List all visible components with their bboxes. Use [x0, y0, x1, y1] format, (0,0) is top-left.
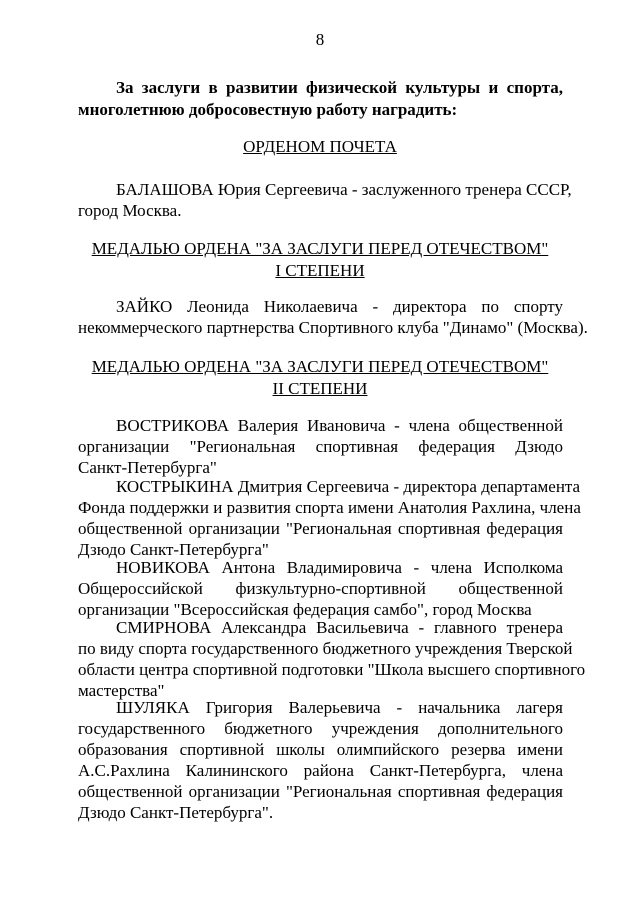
- entry-line: СМИРНОВА Александра Васильевича - главного тренера: [116, 618, 563, 637]
- award-heading-order-of-honor: [0, 136, 640, 158]
- award-entry: [78, 179, 572, 221]
- intro-line: За заслуги в развитии физической культуры и спорта,: [116, 78, 563, 97]
- entry-line: общественной организации "Региональная спортивная федерация: [78, 782, 563, 801]
- entry-line: А.С.Рахлина Калининского района Санкт-Петербурга, члена: [78, 761, 563, 780]
- award-entry: [78, 296, 588, 338]
- entry-line: некоммерческого партнерства Спортивного клуба "Динамо" (Москва).: [78, 318, 588, 337]
- award-heading-medal-1st-degree: [0, 238, 640, 282]
- page-number: 8: [315, 30, 325, 49]
- entry-line: Санкт-Петербурга": [78, 458, 217, 477]
- award-entry: [78, 415, 563, 478]
- entry-line: Дзюдо Санкт-Петербурга".: [78, 803, 274, 822]
- entry-line: организации "Всероссийская федерация самбо", город Москва: [78, 600, 532, 619]
- award-entry: [78, 617, 586, 701]
- entry-line: ШУЛЯКА Григория Валерьевича - начальника лагеря: [116, 698, 563, 717]
- intro-line: многолетнюю добросовестную работу наградить:: [78, 100, 458, 119]
- entry-line: государственного бюджетного учреждения дополнительного: [78, 719, 563, 738]
- entry-line: общественной организации "Региональная спортивная федерация: [78, 519, 563, 538]
- entry-line: организации "Региональная спортивная федерация Дзюдо: [78, 437, 563, 456]
- heading-line: I СТЕПЕНИ: [275, 261, 365, 280]
- entry-line: по виду спорта государственного бюджетного учреждения Тверской: [78, 639, 573, 658]
- heading-line: II СТЕПЕНИ: [272, 379, 368, 398]
- entry-line: город Москва.: [78, 201, 182, 220]
- award-entry: [78, 697, 563, 823]
- heading-line: ОРДЕНОМ ПОЧЕТА: [243, 137, 397, 156]
- entry-line: НОВИКОВА Антона Владимировича - члена Исполкома: [116, 558, 563, 577]
- entry-line: КОСТРЫКИНА Дмитрия Сергеевича - директора департамента: [116, 477, 581, 496]
- entry-line: Общероссийской физкультурно-спортивной общественной: [78, 579, 563, 598]
- entry-line: Фонда поддержки и развития спорта имени Анатолия Рахлина, члена: [78, 498, 581, 517]
- heading-line: МЕДАЛЬЮ ОРДЕНА "ЗА ЗАСЛУГИ ПЕРЕД ОТЕЧЕСТВОМ": [91, 357, 549, 376]
- award-heading-medal-2nd-degree: [0, 356, 640, 400]
- heading-line: МЕДАЛЬЮ ОРДЕНА "ЗА ЗАСЛУГИ ПЕРЕД ОТЕЧЕСТВОМ": [91, 239, 549, 258]
- entry-line: ВОСТРИКОВА Валерия Ивановича - члена общественной: [116, 416, 563, 435]
- intro-paragraph: [78, 77, 563, 121]
- entry-line: образования спортивной школы олимпийского резерва имени: [78, 740, 563, 759]
- entry-line: мастерства": [78, 681, 165, 700]
- entry-line: Дзюдо Санкт-Петербурга": [78, 540, 269, 559]
- entry-line: области центра спортивной подготовки "Школа высшего спортивного: [78, 660, 586, 679]
- award-entry: [78, 476, 581, 560]
- award-entry: [78, 557, 563, 620]
- entry-line: ЗАЙКО Леонида Николаевича - директора по спорту: [116, 297, 563, 316]
- entry-line: БАЛАШОВА Юрия Сергеевича - заслуженного тренера СССР,: [116, 180, 572, 199]
